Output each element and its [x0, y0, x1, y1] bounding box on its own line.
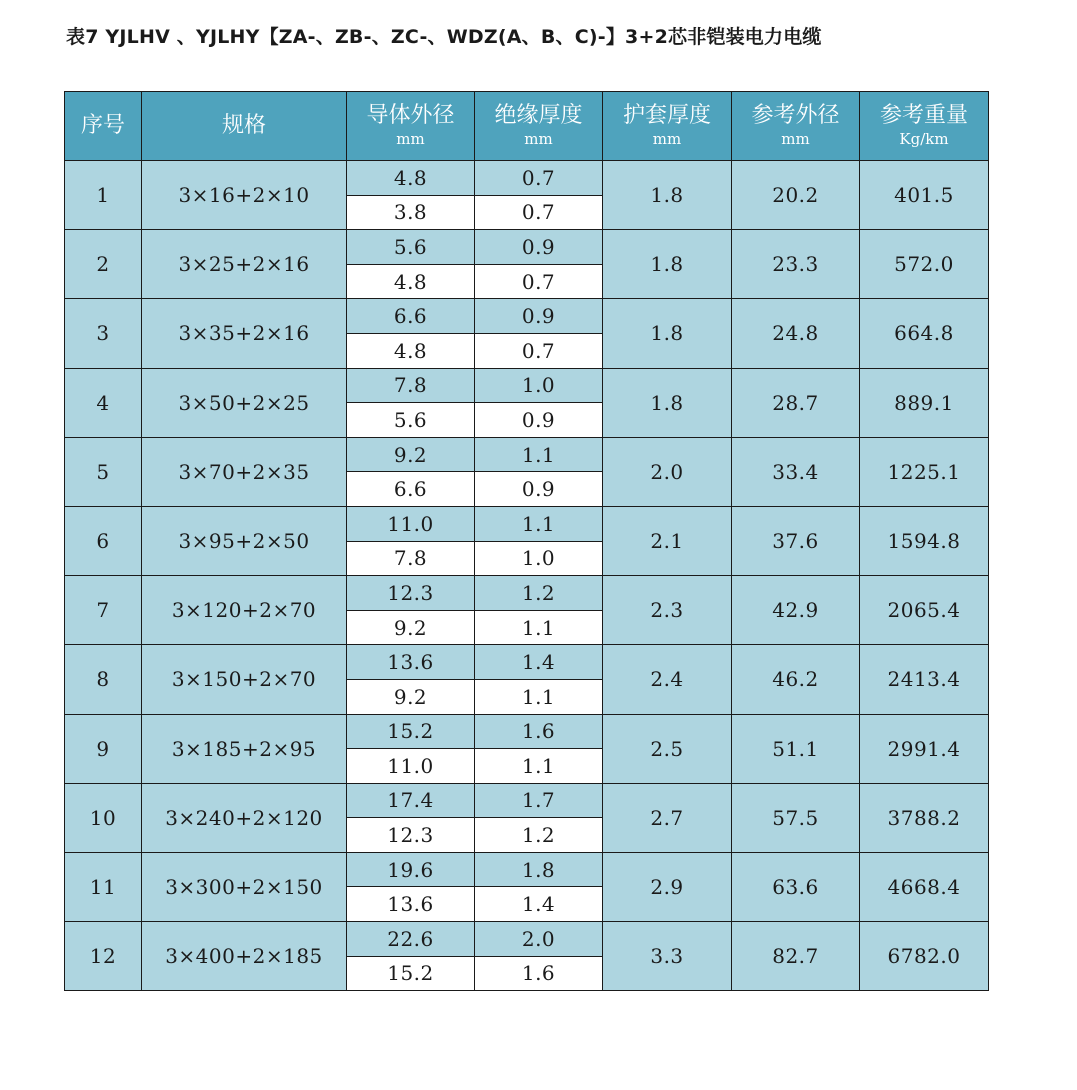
cell-insulation-main: 0.7 — [475, 161, 603, 196]
table-row — [65, 368, 989, 403]
cell-sheath: 2.5 — [603, 714, 732, 783]
cell-outer-diameter: 82.7 — [732, 922, 860, 991]
cell-outer-diameter: 23.3 — [732, 230, 860, 299]
cell-insulation-neutral: 1.1 — [475, 679, 603, 714]
cell-insulation-main: 1.2 — [475, 576, 603, 611]
cell-no: 6 — [65, 506, 142, 575]
cell-no: 3 — [65, 299, 142, 368]
cell-weight: 2991.4 — [860, 714, 989, 783]
cell-insulation-main: 0.9 — [475, 230, 603, 265]
table-header-row — [65, 92, 989, 161]
cell-outer-diameter: 42.9 — [732, 576, 860, 645]
table-row — [65, 576, 989, 611]
cell-spec: 3×35+2×16 — [142, 299, 347, 368]
cell-conductor-diameter-neutral: 11.0 — [347, 749, 475, 784]
cell-spec: 3×150+2×70 — [142, 645, 347, 714]
header-weight: 参考重量 Kg/km — [860, 92, 989, 161]
cell-conductor-diameter-main: 13.6 — [347, 645, 475, 680]
cell-conductor-diameter-neutral: 13.6 — [347, 887, 475, 922]
cell-conductor-diameter-main: 11.0 — [347, 506, 475, 541]
cell-insulation-main: 1.1 — [475, 437, 603, 472]
table-row — [65, 783, 989, 818]
header-sheath-thickness: 护套厚度 mm — [603, 92, 732, 161]
cell-no: 5 — [65, 437, 142, 506]
cell-outer-diameter: 57.5 — [732, 783, 860, 852]
cell-outer-diameter: 28.7 — [732, 368, 860, 437]
table-row — [65, 714, 989, 749]
cell-conductor-diameter-main: 9.2 — [347, 437, 475, 472]
cell-spec: 3×16+2×10 — [142, 161, 347, 230]
cell-conductor-diameter-main: 17.4 — [347, 783, 475, 818]
cell-no: 9 — [65, 714, 142, 783]
cell-spec: 3×25+2×16 — [142, 230, 347, 299]
cell-insulation-neutral: 0.7 — [475, 264, 603, 299]
cell-conductor-diameter-main: 19.6 — [347, 852, 475, 887]
cell-outer-diameter: 33.4 — [732, 437, 860, 506]
cell-sheath: 1.8 — [603, 230, 732, 299]
cell-spec: 3×95+2×50 — [142, 506, 347, 575]
cell-sheath: 2.1 — [603, 506, 732, 575]
cell-weight: 1225.1 — [860, 437, 989, 506]
cell-spec: 3×70+2×35 — [142, 437, 347, 506]
cell-conductor-diameter-main: 5.6 — [347, 230, 475, 265]
cell-no: 12 — [65, 922, 142, 991]
cell-insulation-main: 2.0 — [475, 922, 603, 957]
cell-spec: 3×50+2×25 — [142, 368, 347, 437]
cell-insulation-neutral: 0.7 — [475, 195, 603, 230]
cell-insulation-main: 1.7 — [475, 783, 603, 818]
cell-outer-diameter: 46.2 — [732, 645, 860, 714]
cell-sheath: 3.3 — [603, 922, 732, 991]
cell-conductor-diameter-neutral: 4.8 — [347, 333, 475, 368]
header-insulation-thickness: 绝缘厚度 mm — [475, 92, 603, 161]
cell-weight: 401.5 — [860, 161, 989, 230]
cell-conductor-diameter-main: 7.8 — [347, 368, 475, 403]
table-row — [65, 161, 989, 196]
cell-insulation-main: 1.0 — [475, 368, 603, 403]
cell-conductor-diameter-neutral: 3.8 — [347, 195, 475, 230]
cell-outer-diameter: 37.6 — [732, 506, 860, 575]
cell-conductor-diameter-neutral: 9.2 — [347, 679, 475, 714]
cell-sheath: 2.9 — [603, 852, 732, 921]
table-row — [65, 299, 989, 334]
cell-insulation-main: 0.9 — [475, 299, 603, 334]
cell-conductor-diameter-neutral: 15.2 — [347, 956, 475, 991]
cell-conductor-diameter-neutral: 9.2 — [347, 610, 475, 645]
cell-spec: 3×120+2×70 — [142, 576, 347, 645]
cell-spec: 3×185+2×95 — [142, 714, 347, 783]
header-outer-diameter: 参考外径 mm — [732, 92, 860, 161]
cell-weight: 4668.4 — [860, 852, 989, 921]
cell-insulation-neutral: 1.1 — [475, 610, 603, 645]
table-row — [65, 922, 989, 957]
cell-insulation-neutral: 1.4 — [475, 887, 603, 922]
cell-insulation-main: 1.6 — [475, 714, 603, 749]
cell-weight: 6782.0 — [860, 922, 989, 991]
cell-sheath: 1.8 — [603, 299, 732, 368]
table-row — [65, 506, 989, 541]
table-title: 表7 YJLHV 、YJLHY【ZA-、ZB-、ZC-、WDZ(A、B、C)-】3+2芯非铠装电力电缆 — [66, 26, 822, 48]
cell-conductor-diameter-main: 6.6 — [347, 299, 475, 334]
cell-conductor-diameter-neutral: 6.6 — [347, 472, 475, 507]
cell-spec: 3×400+2×185 — [142, 922, 347, 991]
cell-conductor-diameter-main: 15.2 — [347, 714, 475, 749]
cell-no: 1 — [65, 161, 142, 230]
cell-outer-diameter: 24.8 — [732, 299, 860, 368]
cell-insulation-neutral: 1.6 — [475, 956, 603, 991]
cell-outer-diameter: 20.2 — [732, 161, 860, 230]
cell-no: 11 — [65, 852, 142, 921]
table-row — [65, 852, 989, 887]
cell-weight: 2413.4 — [860, 645, 989, 714]
cell-insulation-neutral: 0.9 — [475, 472, 603, 507]
cell-conductor-diameter-main: 4.8 — [347, 161, 475, 196]
header-spec: 规格 — [142, 92, 347, 161]
cell-conductor-diameter-neutral: 4.8 — [347, 264, 475, 299]
cell-weight: 2065.4 — [860, 576, 989, 645]
cell-sheath: 2.3 — [603, 576, 732, 645]
cell-weight: 889.1 — [860, 368, 989, 437]
cable-spec-table — [64, 91, 989, 991]
cell-spec: 3×300+2×150 — [142, 852, 347, 921]
cell-insulation-main: 1.8 — [475, 852, 603, 887]
cell-spec: 3×240+2×120 — [142, 783, 347, 852]
cell-insulation-neutral: 0.7 — [475, 333, 603, 368]
cell-outer-diameter: 63.6 — [732, 852, 860, 921]
cell-insulation-neutral: 1.0 — [475, 541, 603, 576]
cell-sheath: 2.4 — [603, 645, 732, 714]
cell-sheath: 2.0 — [603, 437, 732, 506]
cell-insulation-main: 1.1 — [475, 506, 603, 541]
cell-conductor-diameter-main: 22.6 — [347, 922, 475, 957]
cell-conductor-diameter-main: 12.3 — [347, 576, 475, 611]
cell-conductor-diameter-neutral: 5.6 — [347, 403, 475, 438]
table-body — [65, 161, 989, 991]
cell-weight: 1594.8 — [860, 506, 989, 575]
cell-sheath: 1.8 — [603, 161, 732, 230]
cell-no: 7 — [65, 576, 142, 645]
table-row — [65, 645, 989, 680]
cell-insulation-neutral: 1.1 — [475, 749, 603, 784]
table-row — [65, 437, 989, 472]
header-conductor-diameter: 导体外径 mm — [347, 92, 475, 161]
cell-weight: 3788.2 — [860, 783, 989, 852]
cell-no: 10 — [65, 783, 142, 852]
cell-no: 8 — [65, 645, 142, 714]
cell-no: 4 — [65, 368, 142, 437]
cell-outer-diameter: 51.1 — [732, 714, 860, 783]
cell-sheath: 2.7 — [603, 783, 732, 852]
cell-sheath: 1.8 — [603, 368, 732, 437]
table-row — [65, 230, 989, 265]
header-no: 序号 — [65, 92, 142, 161]
cell-conductor-diameter-neutral: 12.3 — [347, 818, 475, 853]
cell-insulation-neutral: 1.2 — [475, 818, 603, 853]
cell-no: 2 — [65, 230, 142, 299]
cell-insulation-neutral: 0.9 — [475, 403, 603, 438]
cell-conductor-diameter-neutral: 7.8 — [347, 541, 475, 576]
cell-insulation-main: 1.4 — [475, 645, 603, 680]
cell-weight: 572.0 — [860, 230, 989, 299]
cell-weight: 664.8 — [860, 299, 989, 368]
